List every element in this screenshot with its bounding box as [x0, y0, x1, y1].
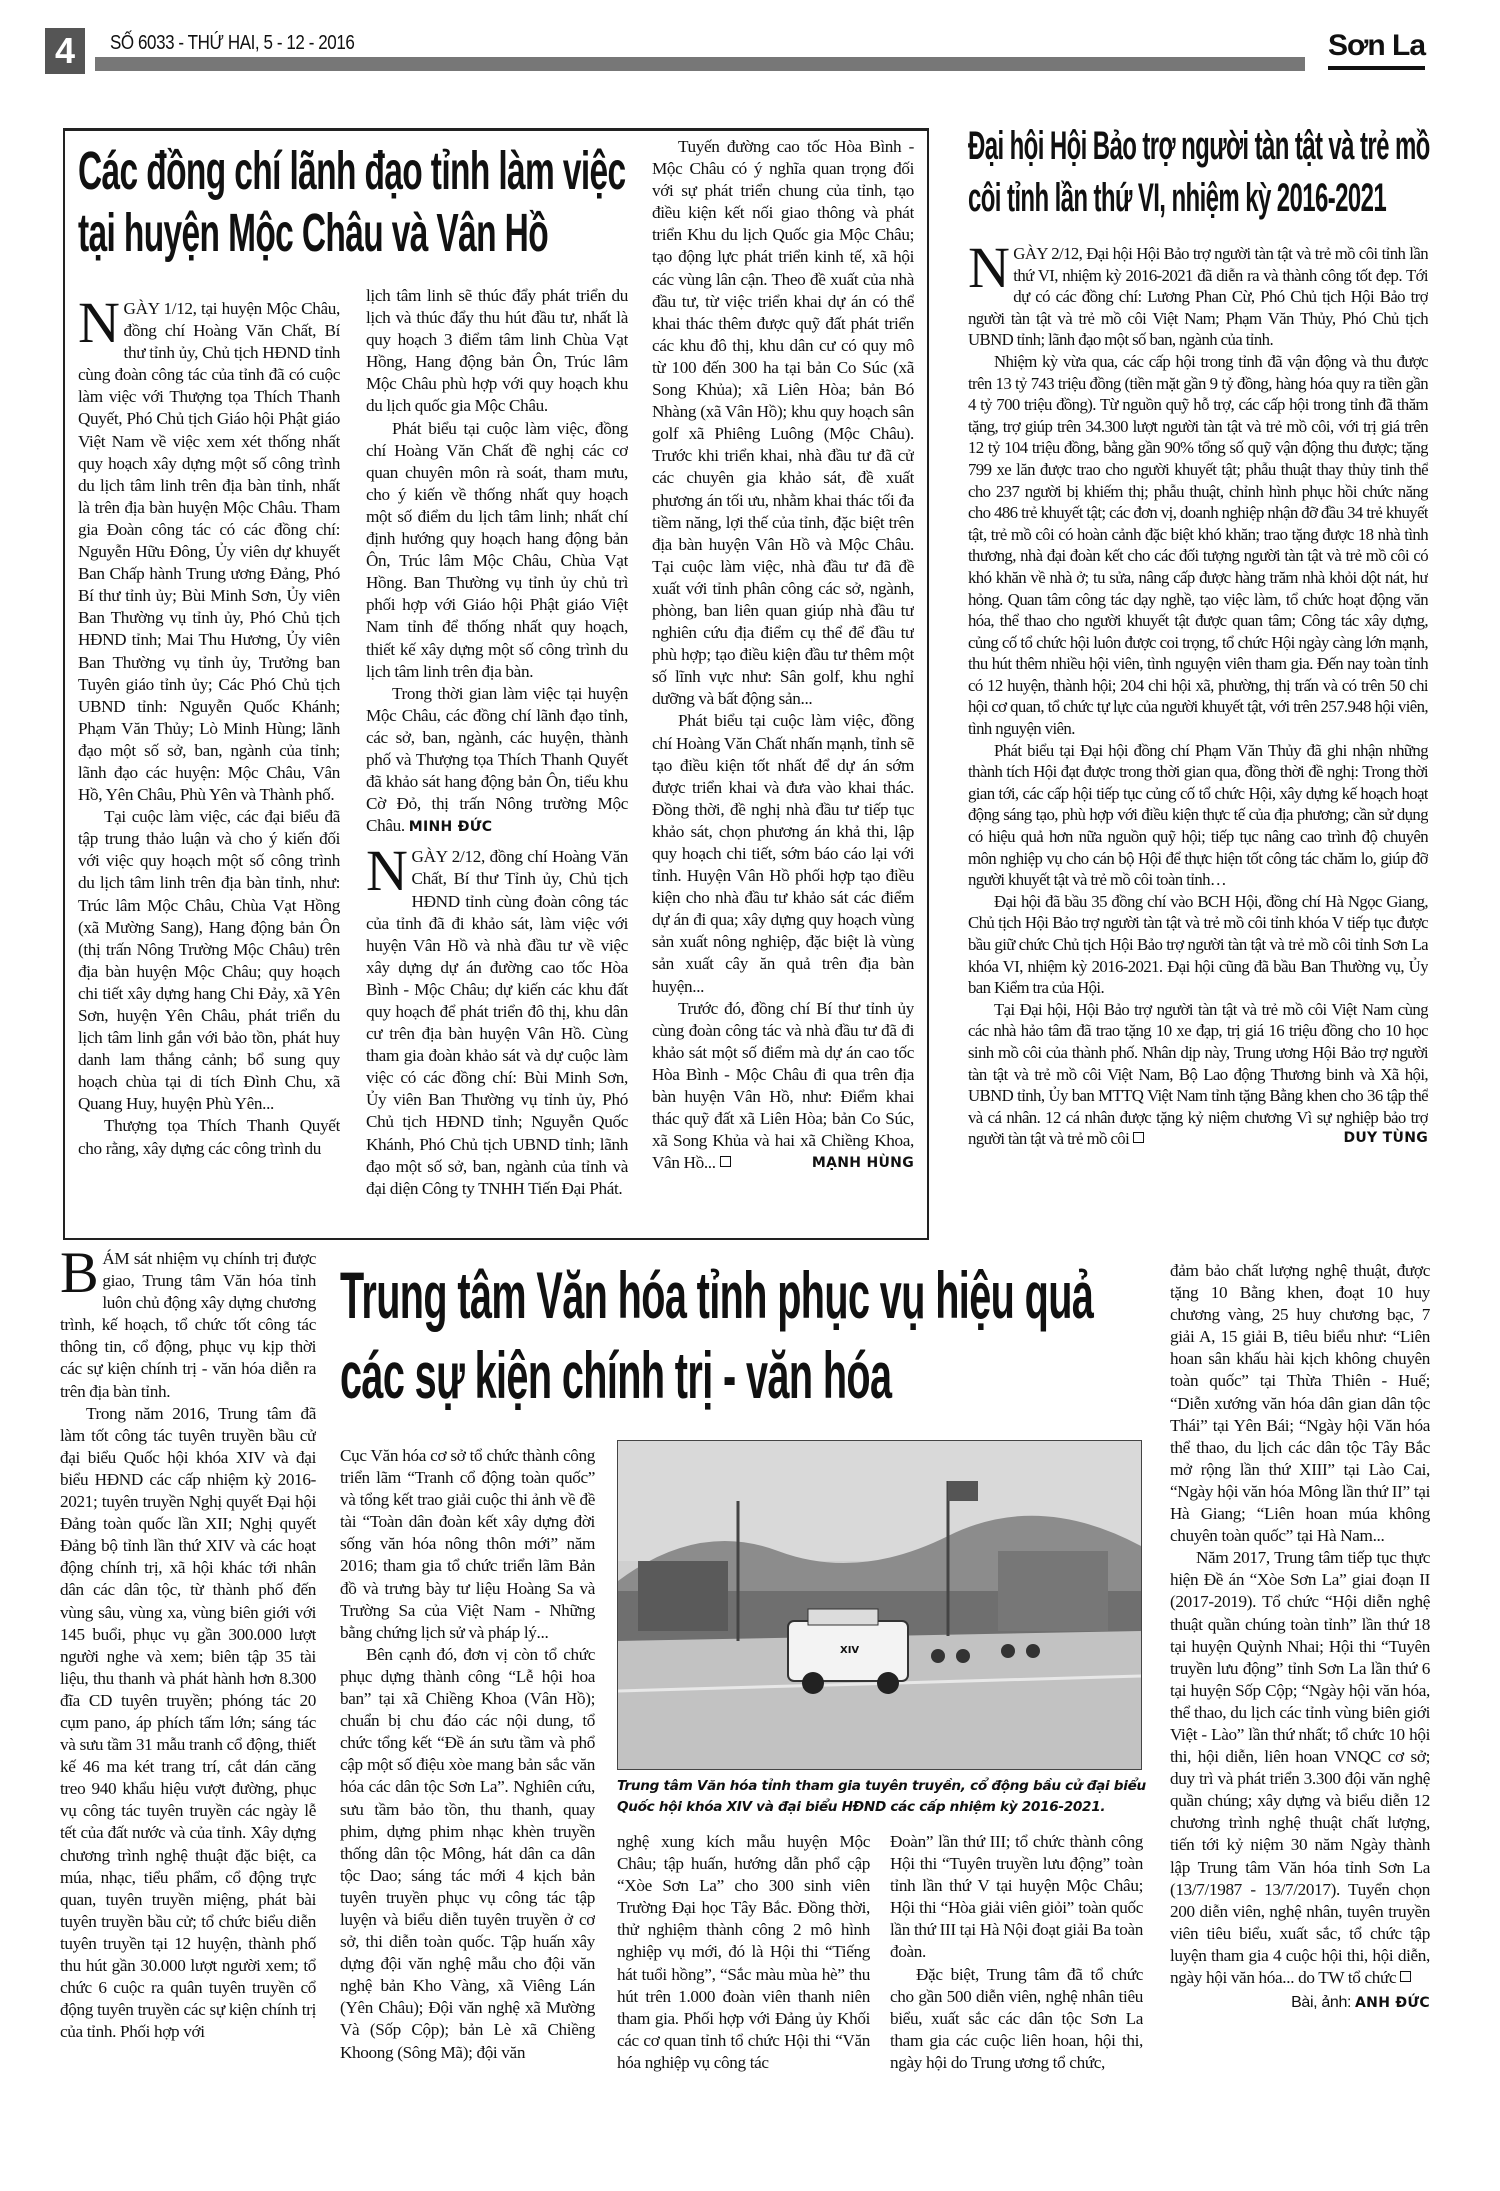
byline-line	[1170, 1991, 1430, 2014]
page-number: 4	[45, 28, 85, 74]
article3-title: Trung tâm Văn hóa tỉnh phục vụ hiệu quả các sự kiện chính trị - văn hóa	[340, 1258, 1094, 1412]
dropcap: B	[60, 1248, 99, 1305]
byline: MẠNH HÙNG	[811, 1155, 914, 1172]
paragraph: Phát biểu tại cuộc làm việc, đồng chí Hoàng Văn Chất đề nghị các cơ quan chuyên môn rà soát, tham mưu, cho ý kiến về thống nhất quy hoạch một số điểm du lịch tâm linh; nhất chí định hướng quy hoạch hang động bản Ôn, Trúc lâm Mộc Châu, Chùa Vạt Hồng. Ban Thường vụ tỉnh ủy chủ trì phối hợp với Giáo hội Phật giáo Việt Nam tỉnh để thống nhất quy hoạch, thiết kế xây dựng một số công trình du lịch tâm linh trên địa bàn.	[366, 418, 628, 681]
dropcap: N	[78, 298, 120, 355]
paragraph: GÀY 1/12, tại huyện Mộc Châu, đồng chí Hoàng Văn Chất, Bí thư tỉnh ủy, Chủ tịch HĐND tỉnh cùng đoàn công tác của tỉnh đã có cuộc làm việc với Thượng tọa Thích Thanh Quyết, Phó Chủ tịch Giáo hội Phật giáo Việt Nam về việc xem xét thống nhất quy hoạch xây dựng một số công trình du lịch tâm linh trên địa bàn tỉnh, nhất là trên địa bàn huyện Mộc Châu. Tham gia Đoàn công tác có các đồng chí: Nguyễn Hữu Đông, Ủy viên dự khuyết Ban Chấp hành Trung ương Đảng, Phó Bí thư tỉnh ủy; Bùi Minh Sơn, Ủy viên Ban Thường vụ tỉnh ủy, Phó Chủ tịch HĐND tỉnh; Mai Thu Hương, Ủy viên Ban Thường vụ tỉnh ủy, Trưởng ban Tuyên giáo tỉnh ủy; Các Phó Chủ tịch UBND tỉnh: Nguyễn Quốc Khánh; Phạm Văn Thủy; Lò Minh Hùng; lãnh đạo một số sở, ban, ngành của tỉnh; lãnh đạo các huyện: Mộc Châu, Vân Hồ, Yên Châu, Phù Yên và Thành phố.	[78, 299, 340, 805]
end-mark-icon	[1400, 1971, 1411, 1982]
dropcap: N	[366, 838, 408, 904]
article2-title: Đại hội Hội Bảo trợ người tàn tật và trẻ mồ côi tỉnh lần thứ VI, nhiệm kỳ 2016-2021	[968, 124, 1430, 220]
vehicle-banner-text: XIV	[840, 1645, 860, 1656]
paragraph: Tuyến đường cao tốc Hòa Bình - Mộc Châu có ý nghĩa quan trọng đối với sự phát triển chung của tỉnh, tạo điều kiện kết nối giao thông và phát triển Khu du lịch Quốc gia Mộc Châu; tạo động lực phát triển kinh tế, xã hội các vùng lân cận. Theo đề xuất của nhà đầu tư, từ việc triển khai dự án có thể khai thác thêm được quỹ đất phát triển các khu đô thị, khu dân cư có quy mô từ 100 đến 300 ha tại bản Co Súc (xã Song Khủa); xã Liên Hòa; bản Bó Nhàng (xã Vân Hồ); khu quy hoạch sân golf xã Phiêng Luông (Mộc Châu). Trước khi triển khai, nhà đầu tư đã cử các chuyên gia khảo sát, đề xuất phương án tối ưu, nhằm khai thác tối đa tiềm năng, lợi thế của tỉnh, đặc biệt trên địa bàn huyện Vân Hồ và Mộc Châu. Tại cuộc làm việc, nhà đầu tư đã đề xuất với tỉnh phân công các sở, ngành, phòng, ban liên quan giúp nhà đầu tư nghiên cứu địa điểm cụ thể để đầu tư phù hợp; tạo điều kiện đầu tư thêm một số lĩnh vực như: Sân golf, khu nghỉ dưỡng và bất động sản...	[652, 137, 914, 709]
paragraph-continued: lịch tâm linh sẽ thúc đẩy phát triển du lịch và thúc đẩy thu hút đầu tư, nhất là quy hoạch 3 điểm tâm linh Chùa Vạt Hồng, Hang động bản Ôn, Trúc lâm Mộc Châu phù hợp với quy hoạch khu du lịch quốc gia Mộc Châu.	[366, 286, 628, 416]
paragraph: Phát biểu tại Đại hội đồng chí Phạm Văn Thủy đã ghi nhận những thành tích Hội đạt được trong thời gian qua, đồng thời đề nghị: Trong thời gian tới, các cấp hội tiếp tục củng cố tổ chức Hội, xây dựng kế hoạch hoạt động sáng tạo, phù hợp với điều kiện thực tế của địa phương; cần sử dụng có hiệu quả hơn nữa nguồn quỹ hội; tiếp tục nâng cao trình độ chuyên môn nghiệp vụ cho cán bộ Hội để thực hiện tốt công tác chăm lo, giúp đỡ người khuyết tật và trẻ mồ côi toàn tỉnh…	[968, 740, 1428, 890]
street-scene-image	[618, 1441, 1141, 1769]
article1-column-1	[78, 298, 340, 1228]
article2-body	[968, 243, 1428, 1243]
paragraph-continued: nghệ xung kích mẫu huyện Mộc Châu; tập huấn, hướng dẫn phổ cập “Xòe Sơn La” cho 300 sinh viên Trường Đại học Tây Bắc. Đồng thời, thử nghiệm thành công 2 mô hình nghiệp vụ mới, đó là Hội thi “Tiếng hát tuổi hồng”, “Sắc màu mùa hè” thu hút trên 1.000 đoàn viên thanh niên tham gia. Phối hợp với Đảng ủy Khối các cơ quan tỉnh tổ chức Hội thi “Văn hóa nghiệp vụ công tác	[617, 1832, 870, 2072]
paragraph-continued: Cục Văn hóa cơ sở tổ chức thành công triển lãm “Tranh cổ động toàn quốc” và tổng kết trao giải cuộc thi ảnh về đề tài “Toàn dân đoàn kết xây dựng đời sống văn hóa nông thôn mới” năm 2016; tham gia tổ chức triển lãm Bản đồ và trưng bày tư liệu Hoàng Sa và Trường Sa của Việt Nam - Những bằng chứng lịch sử và pháp lý...	[340, 1446, 595, 1642]
byline: ANH ĐỨC	[1355, 1995, 1430, 2012]
paragraph: ÁM sát nhiệm vụ chính trị được giao, Trung tâm Văn hóa tỉnh luôn chủ động xây dựng chương trình, kế hoạch, tổ chức tốt công tác thông tin, cổ động, phục vụ kịp thời các sự kiện chính trị - văn hóa diễn ra trên địa bàn tỉnh.	[60, 1249, 316, 1401]
paragraph: Tại cuộc làm việc, các đại biểu đã tập trung thảo luận và cho ý kiến đối với việc quy hoạch một số công trình du lịch tâm linh trên địa bàn tỉnh, như: Trúc lâm Mộc Châu, Chùa Vạt Hồng (xã Mường Sang), Hang động bản Ôn (thị trấn Nông Trường Mộc Châu) trên địa bàn huyện Mộc Châu; quy hoạch chi tiết xây dựng hang Chi Đảy, xã Yên Sơn, huyện Yên Châu, phát triển du lịch tâm linh gắn với bảo tồn, phát huy danh lam thắng cảnh; bổ sung quy hoạch chùa tại di tích Đình Chu, xã Quang Huy, huyện Phù Yên...	[78, 807, 340, 1114]
paragraph: Trong thời gian làm việc tại huyện Mộc Châu, các đồng chí lãnh đạo tỉnh, các sở, ban, ngành, các huyện, thành phố và Thượng tọa Thích Thanh Quyết đã khảo sát hang động bản Ôn, tiểu khu Cờ Đỏ, thị trấn Nông trường Mộc Châu. MINH ĐỨC	[366, 683, 628, 836]
paragraph: Thượng tọa Thích Thanh Quyết cho rằng, xây dựng các công trình du	[78, 1116, 340, 1158]
article3-column-3	[617, 1831, 870, 2101]
byline: MINH ĐỨC	[408, 819, 493, 836]
article1-title: Các đồng chí lãnh đạo tỉnh làm việc tại huyện Mộc Châu và Vân Hồ	[78, 141, 626, 263]
article1-column-3	[652, 136, 914, 1226]
newspaper-brand: Sơn La	[1328, 26, 1425, 70]
photo-caption: Trung tâm Văn hóa tỉnh tham gia tuyên truyền, cổ động bầu cử đại biểu Quốc hội khóa XIV và đại biểu HĐND các cấp nhiệm kỳ 2016-2021.	[617, 1778, 1146, 1815]
paragraph: Bên cạnh đó, đơn vị còn tổ chức phục dựng thành công “Lễ hội hoa ban” tại xã Chiềng Khoa (Vân Hồ); chuẩn bị chu đáo các nội dung, tổ chức tổng kết “Đề án sưu tầm và phổ cập một số điệu xòe mang bản sắc văn hóa các dân tộc Sơn La”. Nghiên cứu, sưu tầm bảo tồn, thu thanh, quay phim, dựng phim nhạc khèn truyền thống dân tộc Mông, hát dân ca dân tộc Dao; sáng tác mới 4 kịch bản tuyên truyền phục vụ công tác tập luyện và biểu diễn tuyên truyền ở cơ sở, thi diễn toàn quốc. Tập huấn xây dựng đội văn nghệ mẫu cho đội văn nghệ bản Kho Vàng, xã Viêng Lán (Yên Châu); Đội văn nghệ xã Mường Và (Sốp Cộp); bản Lè xã Chiềng Khoong (Sông Mã); đội văn	[340, 1644, 595, 2062]
paragraph: Trước đó, đồng chí Bí thư tỉnh ủy cùng đoàn công tác và nhà đầu tư đã đi khảo sát một số điểm mà dự án cao tốc Hòa Bình - Mộc Châu đi qua trên địa bàn huyện Vân Hồ, như: Điểm khai thác quỹ đất xã Liên Hòa; bản Co Súc, xã Song Khủa và hai xã Chiềng Khoa, Vân Hồ... MẠNH HÙNG	[652, 998, 914, 1175]
paragraph: Nhiệm kỳ vừa qua, các cấp hội trong tỉnh đã vận động và thu được trên 13 tỷ 743 triệu đồng (tiền mặt gần 9 tỷ đồng, hàng hóa quy ra tiền gần 4 tỷ 700 triệu đồng). Từ nguồn quỹ hỗ trợ, các cấp hội trong tỉnh đã thăm tặng, trợ giúp trên 34.300 lượt người tàn tật và trẻ mồ côi, với trị giá trên 12 tỷ 104 triệu đồng, bằng gần 90% tổng số quỹ vận động thu được; tặng 799 xe lăn được trao cho người khuyết tật; phẫu thuật thay thủy tinh thể cho 237 người bị khiếm thị; phẫu thuật, chỉnh hình phục hồi chức năng cho 486 trẻ khuyết tật; các đơn vị, doanh nghiệp nhận đỡ đầu 34 trẻ khuyết tật, trẻ mồ côi có hoàn cảnh đặc biệt khó khăn; trao tặng được 18 nhà tình thương, nhà đại đoàn kết cho các đối tượng người tàn tật và trẻ mồ côi có khó khăn về nhà ở; tu sửa, nâng cấp được hàng trăm nhà khỏi dột nát, hư hỏng. Quan tâm công tác dạy nghề, tạo việc làm, tổ chức hoạt động văn hóa, thể thao cho người khuyết tật được quan tâm; Công tác xây dựng, củng cố tổ chức hội luôn được coi trọng, tổ chức Hội ngày càng lớn mạnh, thu hút thêm nhiều hội viên, tình nguyện viên tham gia. Đến nay toàn tỉnh có 12 huyện, thành hội; 204 chi hội xã, phường, thị trấn và có trên 50 chi hội cơ quan, tổ chức tự lực của người khuyết tật, với trên 257.948 hội viên, tình nguyện viên.	[968, 351, 1428, 739]
paragraph: Tại Đại hội, Hội Bảo trợ người tàn tật và trẻ mồ côi Việt Nam cùng các nhà hảo tâm đã trao tặng 10 xe đạp, trị giá 16 triệu đồng cho 10 học sinh mồ côi của thành phố. Nhân dịp này, Trung ương Hội Bảo trợ người tàn tật và trẻ mồ côi Việt Nam, Bộ Lao động Thương binh và Xã hội, UBND tỉnh, Ủy ban MTTQ Việt Nam tỉnh tặng Bằng khen cho 36 tập thể và cá nhân. 12 cá nhân được tặng kỷ niệm chương Vì sự nghiệp bảo trợ người tàn tật và trẻ mồ côi DUY TÙNG	[968, 999, 1428, 1149]
article3-column-4	[890, 1831, 1143, 2101]
article3-column-1	[60, 1248, 316, 2098]
byline: DUY TÙNG	[1343, 1130, 1428, 1147]
paragraph: GÀY 2/12, đồng chí Hoàng Văn Chất, Bí thư Tỉnh ủy, Chủ tịch HĐND tỉnh cùng đoàn công tác của tỉnh đã đi khảo sát, làm việc với huyện Vân Hồ và nhà đầu tư về việc xây dựng dự án đường cao tốc Hòa Bình - Mộc Châu; dự kiến các khu đất quy hoạch để phát triển đô thị, khu dân cư trên địa bàn huyện Vân Hồ. Cùng tham gia đoàn khảo sát và dự cuộc làm việc có các đồng chí: Bùi Minh Sơn, Ủy viên Ban Thường vụ tỉnh ủy, Phó Chủ tịch HĐND tỉnh; Nguyễn Quốc Khánh, Phó Chủ tịch UBND tỉnh; lãnh đạo một số sở, ban, ngành của tỉnh và đại diện Công ty TNHH Tiến Đại Phát.	[366, 847, 628, 1198]
paragraph: Đặc biệt, Trung tâm đã tổ chức cho gần 500 diễn viên, nghệ nhân tiêu biểu, xuất sắc các dân tộc Sơn La tham gia các cuộc liên hoan, hội thi, ngày hội do Trung ương tổ chức,	[890, 1964, 1143, 2072]
paragraph: GÀY 2/12, Đại hội Hội Bảo trợ người tàn tật và trẻ mồ côi tỉnh lần thứ VI, nhiệm kỳ 2016-2021 đã diễn ra và thành công tốt đẹp. Tới dự có các đồng chí: Lương Phan Cừ, Phó Chủ tịch Hội Bảo trợ người tàn tật và trẻ mồ côi Việt Nam; Phạm Văn Thủy, Phó Chủ tịch UBND tỉnh; lãnh đạo một số ban, ngành của tỉnh.	[968, 244, 1428, 350]
paragraph: Trong năm 2016, Trung tâm đã làm tốt công tác tuyên truyền bầu cử đại biểu Quốc hội khóa XIV và đại biểu HĐND các cấp nhiệm kỳ 2016-2021; tuyên truyền Nghị quyết Đại hội Đảng toàn quốc lần XII; Nghị quyết Đảng bộ tỉnh lần thứ XIV và các hoạt động chính trị, xã hội khác tới nhân dân các dân tộc, từ thành phố đến vùng sâu, vùng xa, vùng biên giới với 145 buổi, phục vụ gần 300.000 lượt người nghe và xem; biên tập 35 tài liệu, thu thanh và phát hành hơn 8.300 đĩa CD tuyên truyền; phóng tác 20 cụm pano, áp phích tấm lớn; sáng tác và sưu tầm 31 mẫu tranh cổ động, thiết kế 46 ma két trang trí, cắt dán căng treo 940 khẩu hiệu vượt đường, phục vụ công tác tuyên truyền các ngày lễ tết của đất nước và của tỉnh. Xây dựng chương trình nghệ thuật đặc biệt, ca múa, nhạc, tiểu phẩm, cổ động trực quan, tuyên truyền miệng, phát bài tuyên truyền bầu cử; tổ chức biểu diễn tuyên truyền tại 12 huyện, thành phố thu hút gần 30.000 lượt người xem; tổ chức 6 cuộc ra quân tuyên truyền cổ động tuyên truyền các sự kiện chính trị của tỉnh. Phối hợp với	[60, 1403, 316, 2042]
paragraph: Năm 2017, Trung tâm tiếp tục thực hiện Đề án “Xòe Sơn La” giai đoạn II (2017-2019). Tổ chức “Hội diễn nghệ thuật quần chúng toàn tỉnh” lần thứ 18 tại huyện Quỳnh Nhai; Hội thi “Tuyên truyền lưu động” tỉnh Sơn La lần thứ 6 tại huyện Sốp Cộp; “Ngày hội văn hóa, thể thao, du lịch các tỉnh vùng biên giới Việt - Lào” lần thứ nhất; tổ chức 10 hội thi, hội diễn, liên hoan VNQC cơ sở; duy trì và phát triển 3.300 đội văn nghệ quần chúng; xây dựng và biểu diễn 12 chương trình nghệ thuật chất lượng, tiến tới kỷ niệm 30 năm Ngày thành lập Trung tâm Văn hóa tỉnh Sơn La (13/7/1987 - 13/7/2017). Tuyển chọn 200 diễn viên, nghệ nhân, tuyên truyền viên tiêu biểu, xuất sắc, tổ chức tập luyện tham gia 4 cuộc hội thi, hội diễn, ngày hội văn hóa... do TW tổ chức	[1170, 1548, 1430, 1987]
end-mark-icon	[720, 1156, 731, 1167]
paragraph: Phát biểu tại cuộc làm việc, đồng chí Hoàng Văn Chất nhấn mạnh, tỉnh sẽ tạo điều kiện tốt nhất để dự án sớm được triển khai và đưa vào khai thác. Đồng thời, đề nghị nhà đầu tư tiếp tục khảo sát, chọn phương án khả thi, lập quy hoạch chi tiết, sớm báo cáo lại với tỉnh. Huyện Vân Hồ phối hợp tạo điều kiện cho nhà đầu tư khảo sát các điểm dự án đi qua; xây dựng quy hoạch vùng sản xuất nông nghiệp, đặc biệt là vùng sản xuất cây ăn quả trên địa bàn huyện...	[652, 711, 914, 996]
paragraph-continued: đảm bảo chất lượng nghệ thuật, được tặng 10 Bằng khen, đoạt 10 huy chương vàng, 25 huy chương bạc, 7 giải A, 15 giải B, tiêu biểu như: “Liên hoan sân khấu hài kịch không chuyên toàn quốc” tại Thừa Thiên - Huế; “Diễn xướng văn hóa dân gian dân tộc Thái” tại Yên Bái; “Ngày hội Văn hóa thể thao, du lịch các dân tộc Tây Bắc mở rộng lần thứ XIII” tại Lào Cai, “Ngày hội văn hóa Mông lần thứ II” tại Hà Giang; “Liên hoan múa không chuyên toàn quốc” tại Hà Nam...	[1170, 1261, 1430, 1546]
paragraph-continued: Đoàn” lần thứ III; tổ chức thành công Hội thi “Tuyên truyền lưu động” toàn tỉnh lần thứ V tại huyện Mộc Châu; Hội thi “Hòa giải viên giỏi” toàn quốc lần thứ III tại Hà Nội đoạt giải Ba toàn đoàn.	[890, 1832, 1143, 1962]
end-mark-icon	[1133, 1132, 1144, 1143]
news-photo	[617, 1440, 1142, 1770]
article1-column-2	[366, 285, 628, 1225]
dropcap: N	[968, 243, 1010, 300]
header-rule	[95, 57, 1305, 71]
article3-column-5	[1170, 1260, 1430, 2100]
article3-column-2	[340, 1445, 595, 2095]
issue-info: SỐ 6033 - THỨ HAI, 5 - 12 - 2016	[110, 32, 355, 54]
paragraph: Đại hội đã bầu 35 đồng chí vào BCH Hội, đồng chí Hà Ngọc Giang, Chủ tịch Hội Bảo trợ người tàn tật và trẻ mồ côi tỉnh khóa V tiếp tục được bầu giữ chức Chủ tịch Hội Bảo trợ người tàn tật và trẻ mồ côi tỉnh Sơn La khóa VI, nhiệm kỳ 2016-2021. Đại hội cũng đã bầu Ban Thường vụ, Ủy ban Kiểm tra của Hội.	[968, 891, 1428, 998]
byline-prefix: Bài, ảnh:	[1291, 1994, 1352, 2012]
